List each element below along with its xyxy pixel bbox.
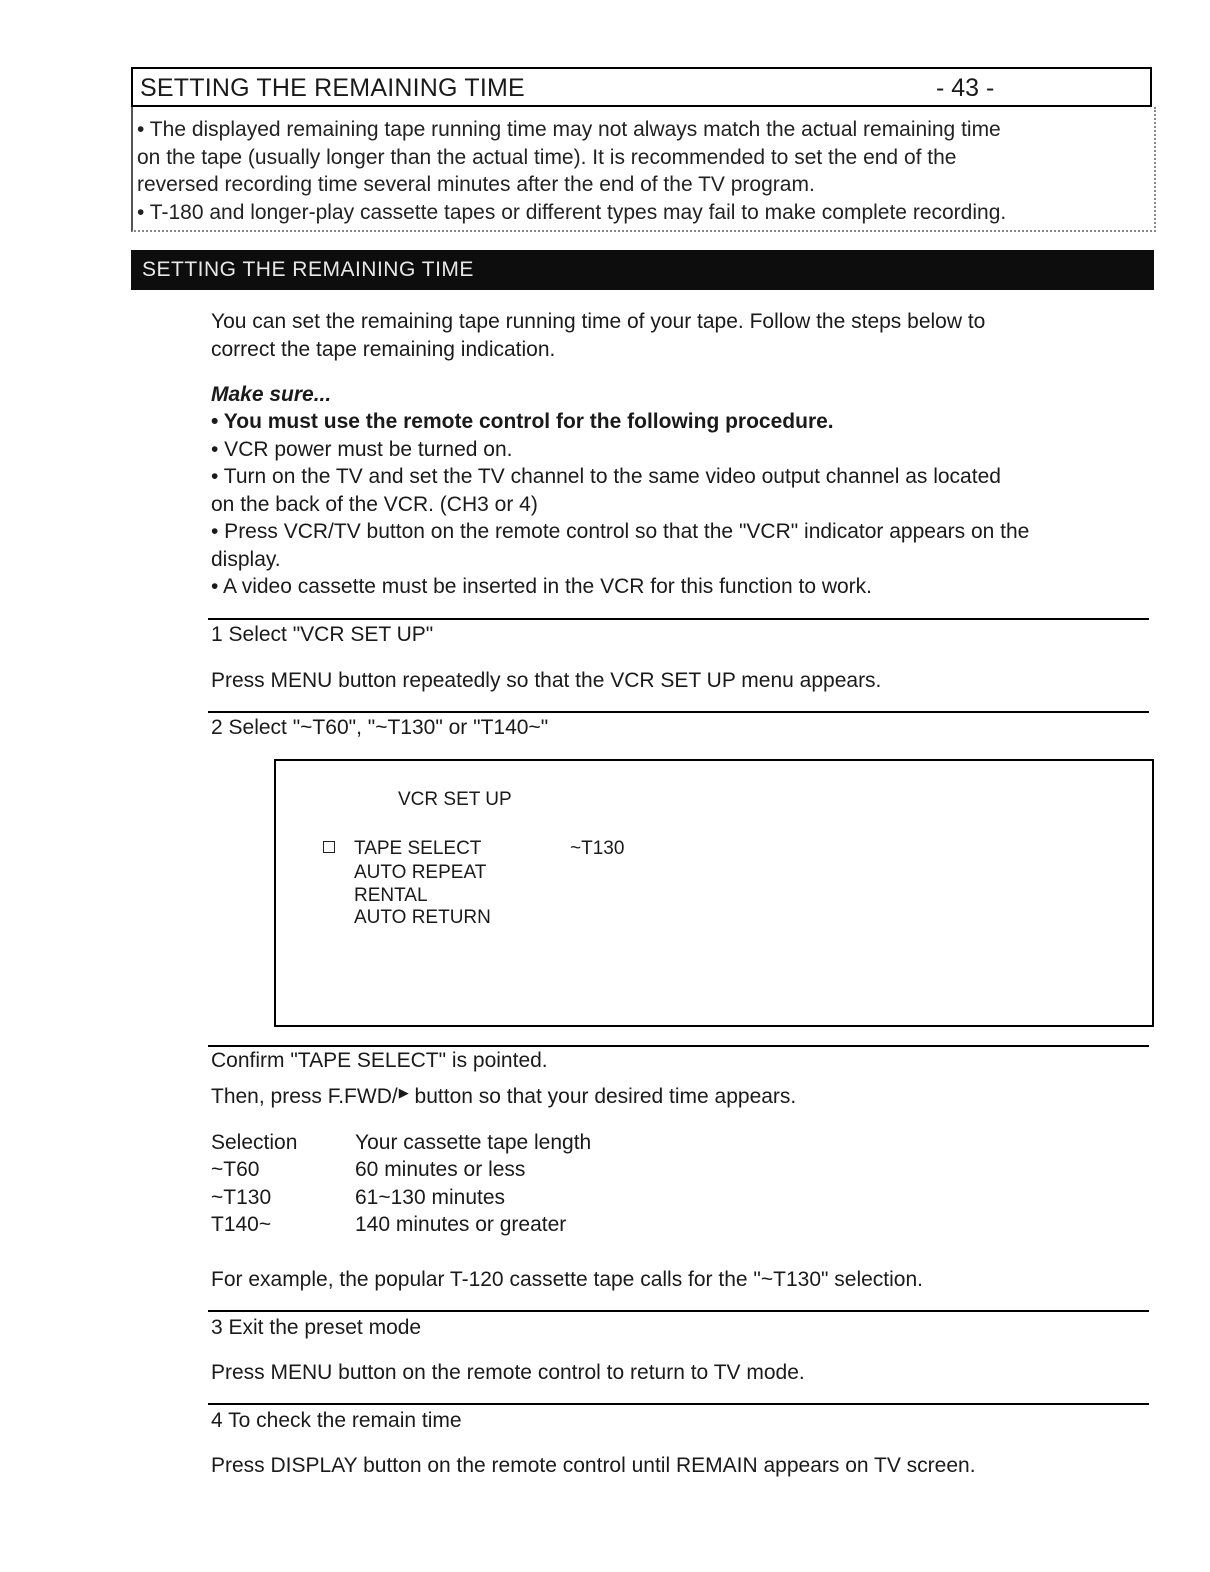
menu-selected-value: ~T130 [570,838,625,859]
divider [208,618,1149,620]
make-sure-item: on the back of the VCR. (CH3 or 4) [211,493,538,516]
step3-text: Press MENU button on the remote control to return to TV mode. [211,1361,805,1384]
step2-press-start: Then, press F.FWD/ [211,1085,398,1108]
menu-item-auto-repeat: AUTO REPEAT [354,862,487,883]
step2-press [211,1085,796,1109]
page-title: SETTING THE REMAINING TIME [140,74,525,102]
intro-line: You can set the remaining tape running time of your tape. Follow the steps below to [211,310,986,333]
note-line: on the tape (usually longer than the actual time). It is recommended to set the end of the [137,146,957,169]
step4-title: 4 To check the remain time [211,1409,462,1432]
checkbox-icon [323,841,335,853]
make-sure-item: • A video cassette must be inserted in the VCR for this function to work. [211,575,873,598]
menu-title: VCR SET UP [398,789,512,810]
table-cell: ~T60 [211,1158,260,1181]
table-header-length: Your cassette tape length [355,1131,592,1154]
step3-title: 3 Exit the preset mode [211,1316,422,1339]
step2-title: 2 Select "~T60", "~T130" or "T140~" [211,716,549,739]
make-sure-item: • Turn on the TV and set the TV channel to the same video output channel as located [211,465,1001,488]
note-line: • T-180 and longer-play cassette tapes or different types may fail to make complete recording. [137,201,1007,224]
divider [208,711,1149,713]
step2-confirm: Confirm "TAPE SELECT" is pointed. [211,1049,548,1072]
menu-item-rental: RENTAL [354,885,428,906]
intro-line: correct the tape remaining indication. [211,338,556,361]
make-sure-item: • VCR power must be turned on. [211,438,513,461]
make-sure-bold-item: • You must use the remote control for the following procedure. [211,410,834,433]
divider [208,1403,1149,1405]
table-cell: T140~ [211,1213,272,1236]
menu-item-tape-select: TAPE SELECT [354,838,482,859]
table-cell: 61~130 minutes [355,1186,506,1209]
step1-text: Press MENU button repeatedly so that the VCR SET UP menu appears. [211,669,882,692]
step1-title: 1 Select "VCR SET UP" [211,623,434,646]
page-number: - 43 - [936,74,995,102]
play-arrow-icon: ▶ [398,1085,409,1100]
step2-press-end: button so that your desired time appears. [408,1085,797,1108]
table-cell: 140 minutes or greater [355,1213,567,1236]
divider [208,1045,1149,1047]
make-sure-item: • Press VCR/TV button on the remote control so that the "VCR" indicator appears on the [211,520,1030,543]
table-cell: ~T130 [211,1186,272,1209]
note-line: • The displayed remaining tape running time may not always match the actual remaining time [137,118,1001,141]
menu-item-auto-return: AUTO RETURN [354,907,491,928]
section-title: SETTING THE REMAINING TIME [142,258,474,281]
step2-example: For example, the popular T-120 cassette tape calls for the "~T130" selection. [211,1268,924,1291]
table-header-selection: Selection [211,1131,298,1154]
make-sure-heading: Make sure... [211,383,332,406]
note-line: reversed recording time several minutes after the end of the TV program. [137,173,815,196]
table-cell: 60 minutes or less [355,1158,526,1181]
make-sure-item: display. [211,548,281,571]
step4-text: Press DISPLAY button on the remote control until REMAIN appears on TV screen. [211,1454,976,1477]
divider [208,1310,1149,1312]
